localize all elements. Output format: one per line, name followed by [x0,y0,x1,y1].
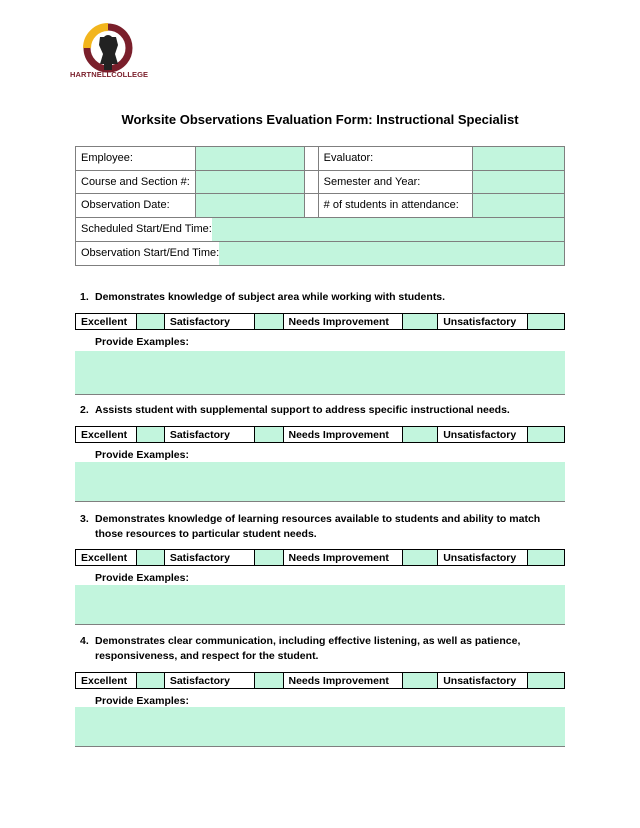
evaluator-label: Evaluator: [318,147,473,171]
observation-date-label: Observation Date: [76,194,196,218]
unsatisfactory-checkbox[interactable] [528,673,565,689]
question-number: 2. [80,404,89,416]
examples-field-4[interactable] [75,707,565,747]
excellent-checkbox[interactable] [136,314,164,330]
unsatisfactory-label: Unsatisfactory [438,427,528,443]
excellent-label: Excellent [76,550,137,566]
scheduled-time-label: Scheduled Start/End Time: [81,222,212,235]
needs-improvement-checkbox[interactable] [403,550,438,566]
observation-info-table [75,146,565,266]
question-1 [80,290,560,305]
examples-label: Provide Examples: [95,695,189,707]
unsatisfactory-label: Unsatisfactory [438,314,528,330]
unsatisfactory-checkbox[interactable] [528,427,565,443]
observation-date-field[interactable] [195,194,304,218]
examples-label: Provide Examples: [95,572,189,584]
satisfactory-checkbox[interactable] [254,673,283,689]
examples-label: Provide Examples: [95,336,189,348]
examples-field-1[interactable] [75,351,565,395]
question-3 [80,512,560,542]
question-text: Demonstrates knowledge of learning resources available to students and ability to match those resources to particular student needs. [95,513,541,540]
rating-row-1 [75,313,565,330]
examples-field-3[interactable] [75,585,565,625]
needs-improvement-label: Needs Improvement [283,427,403,443]
unsatisfactory-checkbox[interactable] [528,314,565,330]
evaluator-field[interactable] [473,147,565,171]
observation-time-label: Observation Start/End Time: [81,246,220,259]
needs-improvement-checkbox[interactable] [403,673,438,689]
question-number: 4. [80,635,89,647]
employee-label: Employee: [76,147,196,171]
semester-year-field[interactable] [473,170,565,194]
satisfactory-checkbox[interactable] [254,427,283,443]
unsatisfactory-label: Unsatisfactory [438,550,528,566]
excellent-checkbox[interactable] [136,427,164,443]
question-text: Demonstrates knowledge of subject area while working with students. [95,291,446,303]
semester-year-label: Semester and Year: [318,170,473,194]
excellent-checkbox[interactable] [136,550,164,566]
spacer-cell [304,170,318,194]
course-section-label: Course and Section #: [76,170,196,194]
satisfactory-label: Satisfactory [164,550,254,566]
unsatisfactory-label: Unsatisfactory [438,673,528,689]
spacer-cell [304,147,318,171]
needs-improvement-label: Needs Improvement [283,314,403,330]
rating-row-2 [75,426,565,443]
observation-time-field[interactable] [219,242,564,265]
college-name: HARTNELLCOLLEGE [70,70,149,79]
question-4 [80,634,560,664]
question-text: Assists student with supplemental support to address specific instructional needs. [95,404,510,416]
excellent-label: Excellent [76,427,137,443]
examples-label: Provide Examples: [95,449,189,461]
needs-improvement-checkbox[interactable] [403,314,438,330]
unsatisfactory-checkbox[interactable] [528,550,565,566]
students-attendance-field[interactable] [473,194,565,218]
rating-row-4 [75,672,565,689]
satisfactory-label: Satisfactory [164,314,254,330]
excellent-label: Excellent [76,673,137,689]
satisfactory-checkbox[interactable] [254,550,283,566]
spacer-cell [304,194,318,218]
question-2 [80,403,560,418]
excellent-label: Excellent [76,314,137,330]
needs-improvement-label: Needs Improvement [283,673,403,689]
students-attendance-label: # of students in attendance: [318,194,473,218]
excellent-checkbox[interactable] [136,673,164,689]
satisfactory-label: Satisfactory [164,427,254,443]
course-section-field[interactable] [195,170,304,194]
question-number: 1. [80,291,89,303]
satisfactory-checkbox[interactable] [254,314,283,330]
examples-field-2[interactable] [75,462,565,502]
rating-row-3 [75,549,565,566]
needs-improvement-label: Needs Improvement [283,550,403,566]
question-text: Demonstrates clear communication, including effective listening, as well as patience, responsiveness, and respect for the student. [95,635,521,662]
scheduled-time-field[interactable] [212,218,564,241]
needs-improvement-checkbox[interactable] [403,427,438,443]
question-number: 3. [80,513,89,525]
form-title: Worksite Observations Evaluation Form: Instructional Specialist [121,112,519,127]
satisfactory-label: Satisfactory [164,673,254,689]
employee-field[interactable] [195,147,304,171]
